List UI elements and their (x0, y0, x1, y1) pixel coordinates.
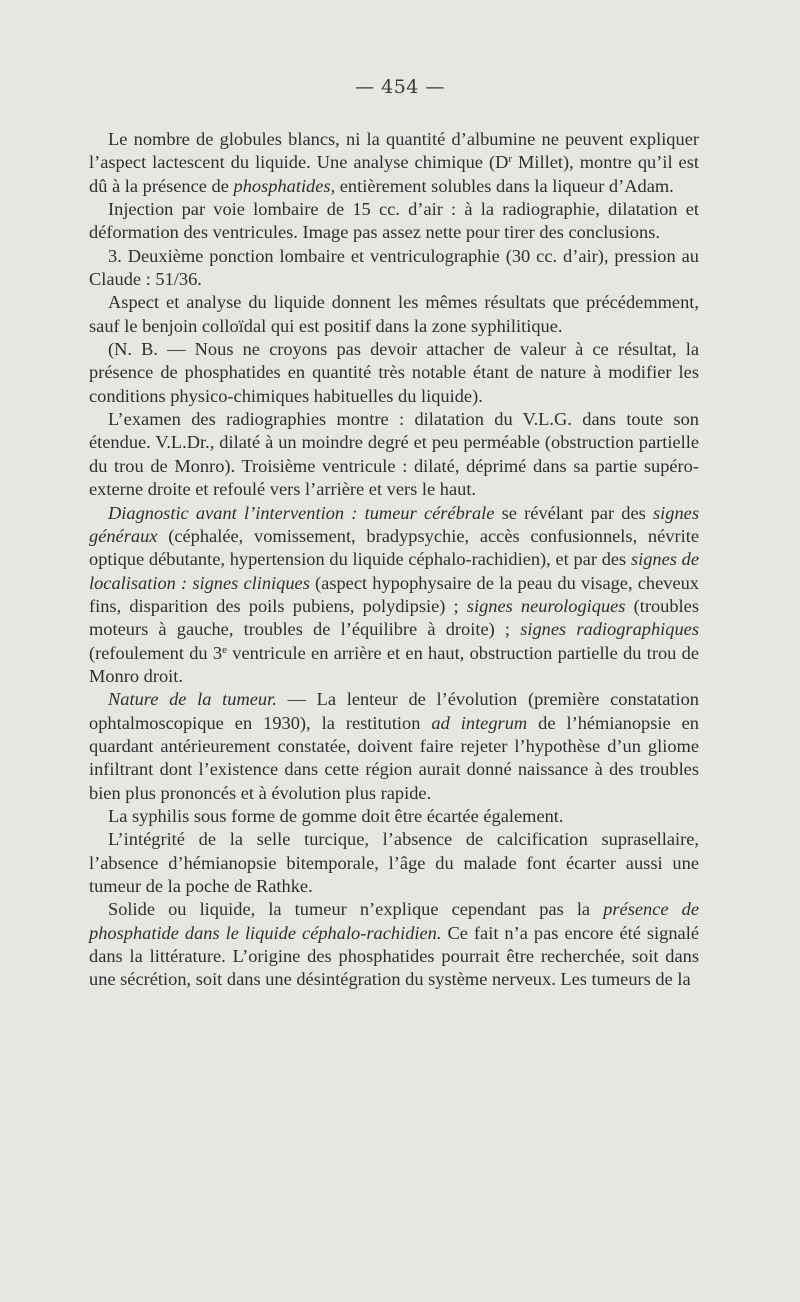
text-run: La syphilis sous forme de gomme doit être écartée également. (108, 805, 564, 826)
paragraph (89, 128, 699, 198)
text-run: se révélant par des (494, 502, 654, 523)
text-run: Le nombre de globules blancs, ni la quantité d’albumine ne peuvent expliquer l’aspect lactescent du liquide. Une analyse chimique (D (89, 129, 699, 173)
body-text (89, 128, 699, 992)
text-run: Aspect et analyse du liquide donnent les mêmes résultats que précédemment, sauf le benjoin colloïdal qui est positif dans la zone syphilitique. (89, 292, 699, 336)
superscript: r (508, 153, 513, 166)
text-run: L’intégrité de la selle turcique, l’absence de calcification suprasellaire, l’absence d’hémianopsie bitemporale, l’âge du malade font écarter aussi une tumeur de la poche de Rathke. (89, 829, 699, 896)
paragraph (89, 805, 699, 828)
paragraph (89, 502, 699, 689)
text-run: Ce fait n’a pas encore été signalé dans la littérature. L’origine des phosphatides pourrait être recherchée, soit dans une sécrétion, soit dans une désintégration du système nerveux. Les tumeurs de la (89, 922, 699, 990)
text-run: (céphalée, vomissement, bradypsychie, accès confusionnels, névrite optique débutante, hypertension du liquide céphalo-rachidien), et par des (89, 525, 699, 570)
text-run: entièrement solubles dans la liqueur d’Adam. (335, 175, 674, 196)
paragraph (89, 338, 699, 408)
paragraph (89, 828, 699, 898)
text-run: de l’hémianopsie en quardant antérieurement constatée, doivent faire rejeter l’hypothèse d’un gliome infiltrant dont l’existence dans cette région aurait donné naissance à des troubles bien plus prononcés et à évolution plus rapide. (89, 712, 699, 803)
italic-text: phosphatides, (233, 175, 336, 196)
text-run: — La lenteur de l’évolution (première constatation ophtalmoscopique en 1930), la restitution (89, 689, 699, 733)
italic-text: signes généraux (89, 502, 699, 546)
superscript: e (222, 643, 227, 656)
text-run: 3. Deuxième ponction lombaire et ventriculographie (30 cc. d’air), pression au Claude : 51/36. (89, 245, 699, 290)
text-run: Injection par voie lombaire de 15 cc. d’air : à la radiographie, dilatation et déformation des ventricules. Image pas assez nette pour tirer des conclusions. (89, 199, 699, 243)
page-number: — 454 — (355, 76, 445, 98)
paragraph (89, 408, 699, 501)
italic-text: Diagnostic avant l’intervention : tumeur cérébrale (108, 502, 495, 523)
text-run: (aspect hypophysaire de la peau du visage, cheveux fins, disparition des poils pubiens, polydipsie) ; (89, 572, 700, 616)
paragraph (89, 688, 699, 805)
italic-text: signes radiographiques (520, 619, 699, 640)
italic-text: Nature de la tumeur. (108, 689, 277, 710)
text-run: (N. B. — Nous ne croyons pas devoir attacher de valeur à ce résultat, la présence de phosphatides en quantité très notable étant de nature à modifier les conditions physico-chimiques habituelles du liquide). (89, 339, 699, 406)
text-run: Solide ou liquide, la tumeur n’explique cependant pas la (108, 899, 604, 920)
italic-text: signes de localisation : signes cliniques (89, 549, 699, 593)
text-run: Millet), montre qu’il est dû à la présence de (89, 152, 699, 196)
paragraph (89, 245, 699, 292)
text-run: ventricule en arrière et en haut, obstruction partielle du trou de Monro droit. (89, 642, 699, 686)
text-run: (troubles moteurs à gauche, troubles de l’équilibre à droite) ; (89, 595, 699, 640)
italic-text: signes neurologiques (466, 595, 626, 616)
text-run: (refoulement du 3 (89, 642, 223, 663)
paragraph (89, 898, 699, 991)
paragraph (89, 198, 699, 245)
italic-text: présence de phosphatide dans le liquide céphalo-rachidien. (89, 899, 699, 943)
italic-text: ad integrum (431, 712, 528, 733)
paragraph (89, 291, 699, 338)
text-run: L’examen des radiographies montre : dilatation du V.L.G. dans toute son étendue. V.L.Dr., dilaté à un moindre degré et peu perméable (obstruction partielle du trou de Monro). Troisième ventricule : dilaté, déprimé dans sa partie supéro-externe droite et refoulé vers l’arrière et vers le haut. (89, 409, 699, 500)
